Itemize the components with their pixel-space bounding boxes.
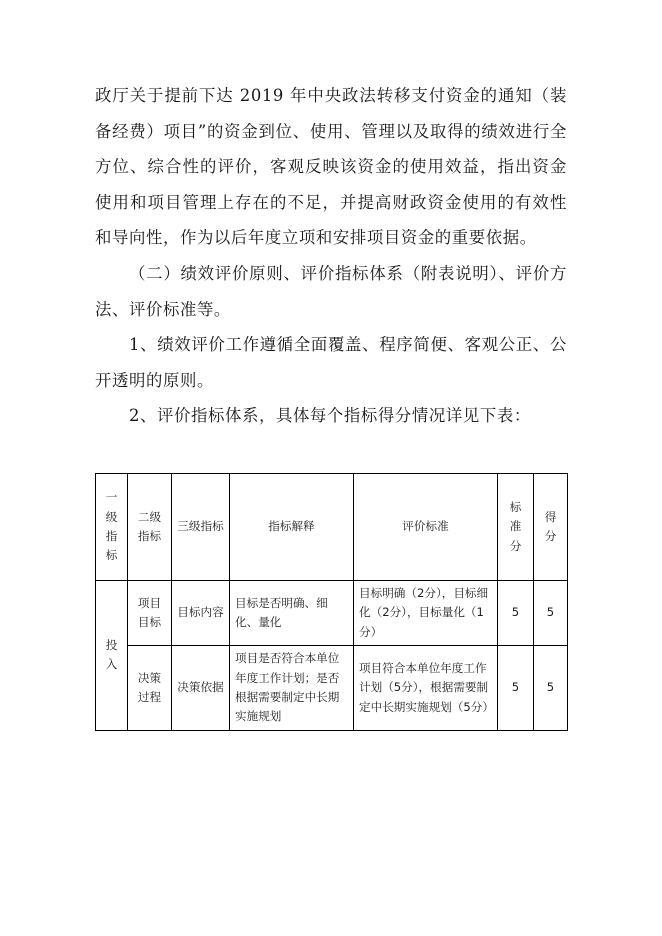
header-standard-score-char-2: 准 [509,519,522,534]
header-level1-char-4: 标 [105,548,118,563]
paragraph-item-1: 1、绩效评价工作遵循全面覆盖、程序简便、客观公正、公开透明的原则。 [95,335,567,390]
header-standard-score-char-1: 标 [509,499,522,514]
cell-level1-group [96,581,128,731]
cell-explanation: 项目是否符合本单位年度工作计划；是否根据需要制定中长期实施规划 [230,646,354,731]
paragraph-section-two: （二）绩效评价原则、评价指标体系（附表说明）、评价方法、评价标准等。 [95,263,567,319]
cell-standard-score: 5 [498,646,534,731]
header-score-char-2: 分 [544,529,557,543]
table-row [96,581,568,646]
header-score [534,474,568,581]
header-level2 [128,474,172,581]
header-criteria [354,474,498,581]
header-level1-char-3: 指 [105,529,118,543]
document-body [95,78,567,434]
header-explanation-label: 指标解释 [268,519,315,534]
cell-score: 5 [534,646,568,731]
header-level1-char-1: 一 [105,490,118,505]
cell-level2: 项目目标 [128,581,172,646]
header-level3-line-1: 三级指标 [177,519,224,534]
cell-score: 5 [534,581,568,646]
cell-explanation: 目标是否明确、细化、量化 [230,581,354,646]
header-criteria-label: 评价标准 [402,519,449,534]
cell-level2: 决策过程 [128,646,172,731]
cell-level1-char-1: 投 [105,638,118,653]
header-level2-line-1: 二级指标 [137,509,162,543]
header-level1 [96,474,128,581]
paragraph-continuation: 政厅关于提前下达 2019 年中央政法转移支付资金的通知（装备经费）项目”的资金到位、使用、管理以及取得的绩效进行全方位、综合性的评价，客观反映该资金的使用效益，指出资金使用和项目管理上存在的不足，并提高财政资金使用的有效性和导向性，作为以后年度立项和安排项目资金的重要依据。 [95,86,567,248]
score-table-container [95,473,567,731]
paragraph-item-2: 2、评价指标体系，具体每个指标得分情况详见下表： [129,406,531,426]
cell-standard-score: 5 [498,581,534,646]
performance-indicator-table [95,473,568,731]
cell-criteria: 目标明确（2分），目标细化（2分），目标量化（1分） [354,581,498,646]
cell-criteria: 项目符合本单位年度工作计划（5分），根据需要制定中长期实施规划（5分） [354,646,498,731]
cell-level3: 决策依据 [172,646,230,731]
table-header-row [96,474,568,581]
header-standard-score-char-3: 分 [509,538,522,553]
header-level3 [172,474,230,581]
header-explanation [230,474,354,581]
table-row [96,646,568,731]
cell-level3: 目标内容 [172,581,230,646]
header-standard-score [498,474,534,581]
header-score-char-1: 得 [544,509,557,524]
header-level1-char-2: 级 [105,509,118,524]
cell-level1-char-2: 入 [105,657,118,672]
